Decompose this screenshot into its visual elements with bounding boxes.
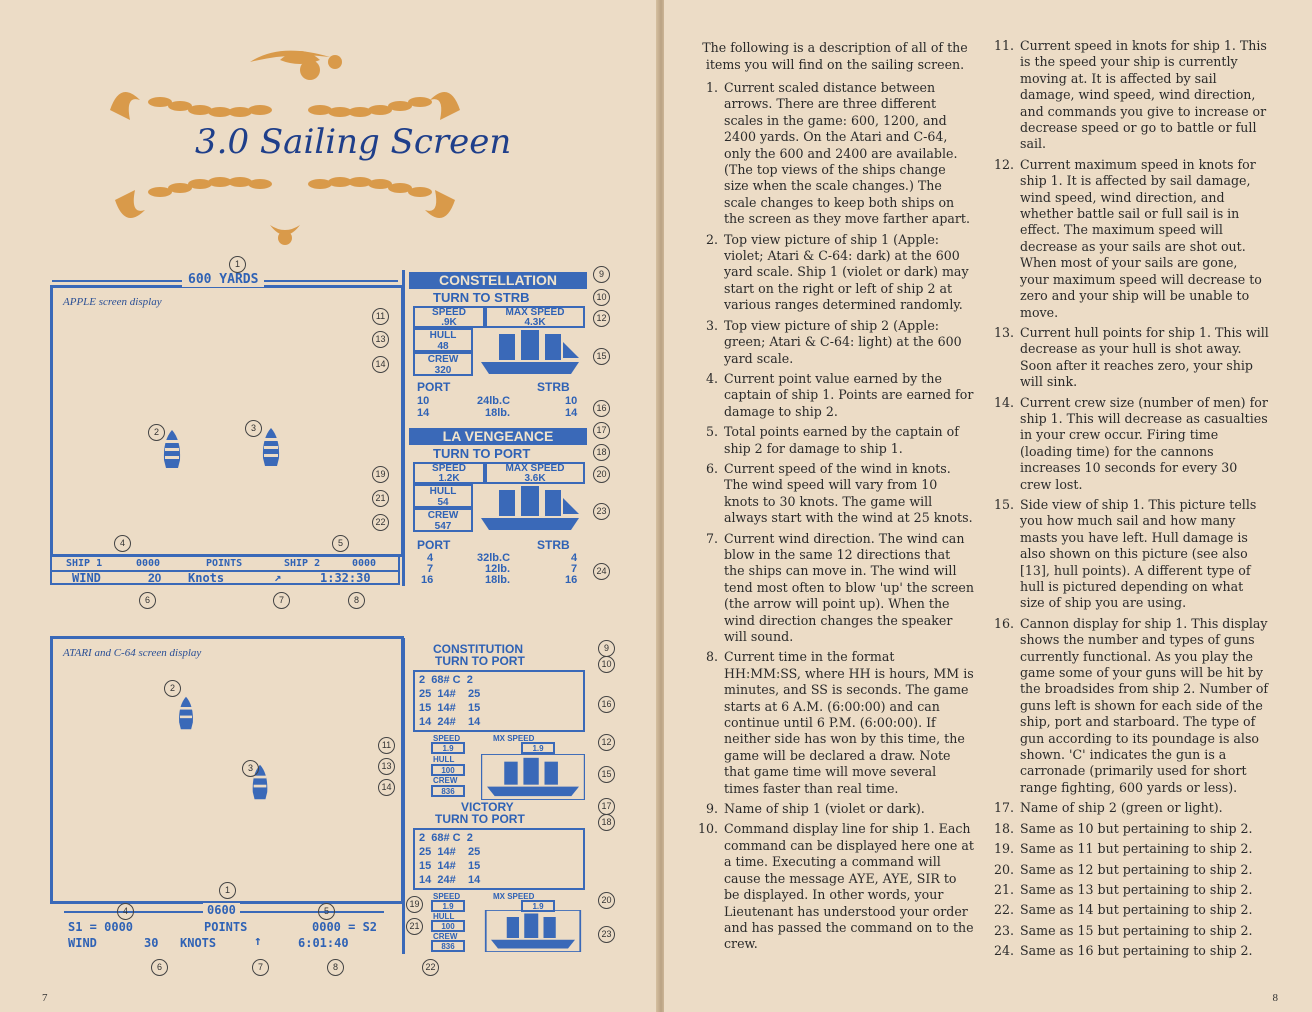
atari-ship2-gun-row (419, 846, 480, 858)
atari-callout-4: 4 (117, 903, 134, 920)
callout-11: 11 (372, 308, 389, 325)
atari-ship1-gun-row (419, 688, 480, 700)
atari-callout-16: 16 (598, 696, 615, 713)
apple-ship1-name: CONSTELLATION (409, 272, 587, 289)
apple-ship1-crew-label: CREW (427, 354, 459, 365)
apple-wind-arrow-icon: ↗ (274, 570, 282, 584)
apple-ship1-gun2-type: 18lb. (485, 407, 511, 419)
gun-type: 68# (431, 832, 450, 844)
apple-ship2-gun3-port: 16 (421, 574, 434, 586)
gun-type: 14# (437, 688, 456, 700)
callout-22: 22 (372, 514, 389, 531)
callout-2: 2 (148, 424, 165, 441)
atari-ship2-gun-row (419, 874, 480, 886)
callout-20: 20 (593, 466, 610, 483)
apple-ship1-hull: 48 (437, 341, 449, 352)
atari-s1-score: S1 = 0000 (68, 920, 134, 934)
atari-wind-speed: 30 (144, 936, 159, 950)
gun-count: 2 (466, 832, 473, 844)
atari-ship2-crew-label: CREW (433, 932, 458, 941)
apple-ship2-hull: 54 (437, 497, 449, 508)
apple-ship2-gun1-strb: 4 (571, 552, 578, 564)
apple-ship1-crew: 320 (434, 365, 452, 376)
gun-count: 25 (467, 688, 481, 700)
apple-time: 1:32:30 (320, 571, 371, 585)
gun-carronade: C (452, 674, 461, 686)
atari-ship1-command: TURN TO PORT (435, 654, 525, 668)
list-item: 11. Current speed in knots for ship 1. This is the speed your ship is currently moving at. It is affected by sail damage, wind speed, wind direction, and commands you give to increase or decrease speed or go to battle or full sail. (993, 38, 1267, 152)
apple-scale-label: 600 YARDS (182, 272, 264, 287)
atari-status-bar (50, 900, 400, 950)
atari-callout-15: 15 (598, 766, 615, 783)
atari-caption: ATARI and C-64 screen display (63, 647, 202, 659)
item-list-col2 (990, 38, 1270, 964)
list-item: 4. Current point value earned by the captain of ship 1. Points are earned for damage to ship 2. (705, 370, 974, 419)
atari-callout-2: 2 (164, 680, 181, 697)
apple-playfield (50, 285, 404, 557)
atari-range: 0600 (203, 903, 240, 917)
apple-ship2-crew-label: CREW (427, 510, 459, 521)
ship2-topview-icon (260, 426, 282, 468)
list-item: 7. Current wind direction. The wind can blow in the same 12 directions that the ships can move in. The wind will tend most often to blow 'up' the screen (the arrow will point up). When the wind direction changes the speaker will sound. (705, 530, 974, 644)
page-title: 3.0 Sailing Screen (195, 122, 512, 162)
gun-type: 24# (437, 716, 456, 728)
apple-ship1-max-label: MAX SPEED (505, 307, 565, 318)
gun-count: 2 (419, 674, 426, 686)
apple-ship2-gun3-strb: 16 (565, 574, 578, 586)
atari-ship1-crew: 836 (431, 785, 465, 797)
apple-points-label: POINTS (206, 558, 243, 569)
atari-callout-1: 1 (219, 882, 236, 899)
atari-ship2-hull-label: HULL (433, 912, 455, 921)
atari-callout-9: 9 (598, 640, 615, 657)
atari-callout-12: 12 (598, 734, 615, 751)
gun-count: 25 (419, 688, 432, 700)
callout-5: 5 (332, 535, 349, 552)
list-item: 22. Same as 14 but pertaining to ship 2. (993, 902, 1253, 918)
gun-type: 68# (431, 674, 450, 686)
callout-8: 8 (348, 592, 365, 609)
callout-4: 4 (114, 535, 131, 552)
atari-callout-13: 13 (378, 758, 395, 775)
apple-ship1-hull-label: HULL (429, 330, 457, 341)
atari-ship2-gun-row (419, 860, 480, 872)
atari-wind-label: WIND (68, 936, 97, 950)
list-item: 5. Total points earned by the captain of ship 2 for damage to ship 1. (705, 424, 959, 456)
list-item: 13. Current hull points for ship 1. This will decrease as your hull is shot away. Soon after it reaches zero, your ship will sink. (993, 324, 1269, 390)
atari-ship2-max-label: MX SPEED (493, 892, 535, 901)
left-page-number: 7 (42, 992, 48, 1004)
apple-ship2-gun2-port: 7 (427, 563, 434, 575)
apple-ship1-max: 4.3K (524, 317, 546, 328)
gun-count: 14 (419, 716, 432, 728)
list-item: 19. Same as 11 but pertaining to ship 2. (993, 841, 1253, 857)
gun-type: 14# (437, 860, 456, 872)
list-item: 14. Current crew size (number of men) for ship 1. This will decrease as casualties in your crew occur. Firing time (loading time) for the cannons increases 10 seconds for every 30 crew lost. (993, 394, 1268, 492)
list-item: 21. Same as 13 but pertaining to ship 2. (993, 881, 1253, 897)
list-item: 18. Same as 10 but pertaining to ship 2. (993, 820, 1253, 836)
callout-3: 3 (245, 420, 262, 437)
atari-callout-5: 5 (318, 903, 335, 920)
callout-14: 14 (372, 356, 389, 373)
atari-callout-17: 17 (598, 798, 615, 815)
atari-ship1-gun-row (419, 716, 480, 728)
callout-10: 10 (593, 289, 610, 306)
gun-count: 2 (466, 674, 473, 686)
list-item: 12. Current maximum speed in knots for ship 1. It is affected by sail damage, wind speed, wind direction, and whether battle sail or full sail is in effect. The maximum speed will decrease as your sails are shot out. When most of your sails are gone, your maximum speed will decrease to zero and your ship will be unable to move. (993, 156, 1262, 320)
atari-callout-14: 14 (378, 779, 395, 796)
ship2-sideview-icon (477, 484, 585, 532)
callout-24: 24 (593, 563, 610, 580)
atari-ship1-gun-row (419, 674, 473, 686)
atari-time: 6:01:40 (298, 936, 349, 950)
atari-ship1-name: CONSTITUTION (433, 642, 523, 656)
list-item: 9. Name of ship 1 (violet or dark). (705, 801, 925, 817)
apple-ship2-gun1-port: 4 (427, 552, 434, 564)
apple-caption: APPLE screen display (63, 296, 162, 308)
callout-16: 16 (593, 400, 610, 417)
callout-23: 23 (593, 503, 610, 520)
intro-paragraph: The following is a description of all of the items you will find on the sailing screen. (702, 40, 968, 72)
gun-type: 24# (437, 874, 456, 886)
atari-callout-10: 10 (598, 656, 615, 673)
apple-ship1-points: 0000 (136, 558, 161, 569)
atari-ship1-hull: 100 (431, 764, 465, 776)
gun-type: 14# (437, 846, 456, 858)
apple-ship2-name: LA VENGEANCE (409, 428, 587, 445)
atari-ship2-max: 1.9 (521, 900, 555, 912)
list-item: 2. Top view picture of ship 1 (Apple: violet; Atari & C-64: dark) at the 600 yard scale. Ship 1 (violet or dark) may start on the right or left of ship 2 at various ranges determined randomly. (705, 231, 969, 313)
list-item: 8. Current time in the format HH:MM:SS, where HH is hours, MM is minutes, and SS is seconds. The game starts at 6 A.M. (6:00:00) and can continue until 6 P.M. (6:00:00). If neither side has won by this time, the game will be declared a draw. Note that game time will move several times faster than real time. (705, 649, 974, 796)
apple-ship1-speed-label: SPEED (432, 307, 466, 318)
gun-count: 15 (467, 860, 481, 872)
apple-ship1-max-box (485, 306, 585, 328)
apple-knots-label: Knots (188, 571, 225, 585)
gun-count: 25 (419, 846, 432, 858)
apple-ship2-crew-box (413, 508, 473, 532)
apple-wind-speed: 20 (148, 571, 162, 585)
apple-ship2-port-label: PORT (417, 538, 451, 552)
gun-count: 14 (467, 874, 481, 886)
atari-callout-22: 22 (422, 959, 439, 976)
callout-19: 19 (372, 466, 389, 483)
list-item: 17. Name of ship 2 (green or light). (993, 800, 1223, 816)
list-item: 1. Current scaled distance between arrows. There are three different scales in the game: 600, 1200, and 2400 yards. On the Atari and C-64, only the 600 and 2400 are available. (The top views of the ships change size when the scale changes.) The scale changes to keep both ships on the screen as they move farther apart. (705, 80, 970, 227)
apple-ship2-strb-label: STRB (537, 538, 570, 552)
atari-ship1-gun-row (419, 702, 480, 714)
atari-ship1-guns (413, 670, 585, 732)
item-list-col1 (694, 80, 974, 957)
atari-callout-23: 23 (598, 926, 615, 943)
apple-ship2-points: 0000 (352, 558, 377, 569)
apple-ship1-crew-box (413, 352, 473, 376)
apple-ship1-gun2-strb: 14 (565, 407, 578, 419)
apple-ship2-command: TURN TO PORT (433, 446, 531, 461)
apple-ship1-gun1-strb: 10 (565, 395, 578, 407)
list-item: 24. Same as 16 but pertaining to ship 2. (993, 943, 1253, 959)
atari-callout-6: 6 (151, 959, 168, 976)
atari-knots-label: KNOTS (180, 936, 217, 950)
apple-side-panel (402, 270, 586, 586)
atari-callout-7: 7 (252, 959, 269, 976)
atari-ship2-command: TURN TO PORT (435, 812, 525, 826)
gun-count: 25 (467, 846, 481, 858)
list-item: 16. Cannon display for ship 1. This display shows the number and types of guns currently functional. As you play the game some of your guns will be hit by the broadsides from ship 2. Number of guns left is shown for each side of the ship, port and starboard. The type of gun according to its poundage is also shown. 'C' indicates the gun is a carronade (primarily used for short range fighting, 600 yards or less). (993, 615, 1269, 795)
apple-wind-label: WIND (72, 571, 101, 585)
right-page-number: 8 (1272, 992, 1278, 1004)
atari-playfield (50, 636, 404, 904)
ship1-sideview-icon (477, 328, 585, 376)
apple-ship2-gun2-strb: 7 (571, 563, 578, 575)
atari-wind-arrow-icon: ↑ (254, 934, 262, 949)
callout-1: 1 (229, 256, 246, 273)
list-item: 6. Current speed of the wind in knots. The wind speed will vary from 10 knots to 30 knots. The game will always start with the wind at 25 knots. (705, 460, 973, 526)
callout-7: 7 (273, 592, 290, 609)
apple-ship2-max: 3.6K (524, 473, 546, 484)
list-item: 20. Same as 12 but pertaining to ship 2. (993, 861, 1253, 877)
apple-status-bar (50, 555, 400, 585)
atari-ship2-speed: 1.9 (431, 900, 465, 912)
apple-ship2-gun2-type: 12lb. (485, 563, 511, 575)
apple-ship1-port-label: PORT (417, 380, 451, 394)
gun-count: 15 (467, 702, 481, 714)
atari-ship2-guns (413, 828, 585, 890)
list-item: 15. Side view of ship 1. This picture tells you how much sail and how many masts you have left. Hull damage is also shown on this picture (see also [13], hull points). A different type of hull is pictured depending on what size of ship you are using. (993, 496, 1257, 611)
gun-count: 14 (467, 716, 481, 728)
atari-callout-19: 19 (406, 896, 423, 913)
atari-callout-3: 3 (242, 760, 259, 777)
apple-ship2-speed: 1.2K (438, 473, 460, 484)
apple-ship2-hull-label: HULL (429, 486, 457, 497)
apple-ship2-gun1-type: 32lb.C (477, 552, 511, 564)
apple-ship1-strb-label: STRB (537, 380, 570, 394)
callout-12: 12 (593, 310, 610, 327)
gun-count: 15 (419, 702, 432, 714)
atari-ship2-crew: 836 (431, 940, 465, 952)
apple-ship2-speed-label: SPEED (432, 463, 466, 474)
atari-ship1-max: 1.9 (521, 742, 555, 754)
atari-ship2-sideview-icon (481, 910, 585, 952)
atari-ship1-hull-label: HULL (433, 755, 455, 764)
apple-ship1-gun1-port: 10 (417, 395, 430, 407)
atari-callout-18: 18 (598, 814, 615, 831)
callout-15: 15 (593, 348, 610, 365)
atari-callout-11: 11 (378, 737, 395, 754)
apple-ship1-speed: .9K (441, 317, 457, 328)
atari-ship2-speed-label: SPEED (433, 892, 461, 901)
atari-ship1-max-label: MX SPEED (493, 734, 535, 743)
apple-ship2-speed-box (413, 462, 485, 484)
callout-21: 21 (372, 490, 389, 507)
right-page (664, 0, 1312, 1012)
atari-callout-21: 21 (406, 918, 423, 935)
atari-ship1-speed-label: SPEED (433, 734, 461, 743)
callout-18: 18 (593, 444, 610, 461)
callout-17: 17 (593, 422, 610, 439)
apple-ship1-speed-box (413, 306, 485, 328)
list-item: 10. Command display line for ship 1. Each command can be displayed here one at a time. Executing a command will cause the message AYE, AYE, SIR to be displayed. In other words, your Lieutenant has understood your order and has passed the command on to the crew. (697, 821, 974, 952)
callout-6: 6 (139, 592, 156, 609)
atari-side-panel (402, 638, 586, 954)
apple-ship1-gun1-type: 24lb.C (477, 395, 511, 407)
apple-ship2-max-label: MAX SPEED (505, 463, 565, 474)
apple-ship1-command: TURN TO STRB (433, 290, 530, 305)
atari-ship2-gun-row (419, 832, 473, 844)
atari-callout-8: 8 (327, 959, 344, 976)
callout-13: 13 (372, 331, 389, 348)
apple-ship2-crew: 547 (434, 521, 452, 532)
apple-ship2-gun3-type: 18lb. (485, 574, 511, 586)
gun-count: 2 (419, 832, 426, 844)
list-item: 3. Top view picture of ship 2 (Apple: green; Atari & C-64: light) at the 600 yard scale. (705, 317, 962, 366)
apple-ship2-max-box (485, 462, 585, 484)
callout-9: 9 (593, 266, 610, 283)
apple-ship2-hull-box (413, 484, 473, 508)
gun-carronade: C (452, 832, 461, 844)
list-item: 23. Same as 15 but pertaining to ship 2. (993, 922, 1253, 938)
atari-ship2-name: VICTORY (461, 800, 514, 814)
gun-count: 15 (419, 860, 432, 872)
atari-ship1-topview-icon (176, 695, 196, 731)
atari-callout-20: 20 (598, 892, 615, 909)
apple-ship1-gun2-port: 14 (417, 407, 430, 419)
gun-type: 14# (437, 702, 456, 714)
atari-ship1-speed: 1.9 (431, 742, 465, 754)
atari-ship1-crew-label: CREW (433, 776, 458, 785)
atari-points-label: POINTS (204, 920, 248, 934)
atari-ship1-sideview-icon (481, 754, 585, 800)
apple-ship2-label: SHIP 2 (284, 558, 321, 569)
apple-ship1-label: SHIP 1 (66, 558, 103, 569)
gun-count: 14 (419, 874, 432, 886)
atari-ship2-hull: 100 (431, 920, 465, 932)
atari-s2-score: 0000 = S2 (312, 920, 378, 934)
apple-ship1-hull-box (413, 328, 473, 352)
